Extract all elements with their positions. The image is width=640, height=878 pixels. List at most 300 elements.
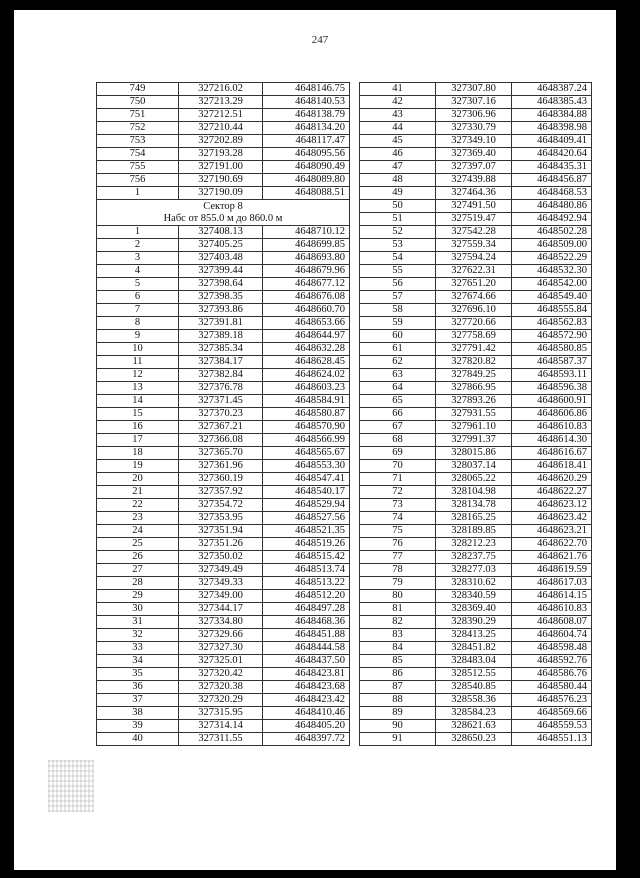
table-row: [360, 564, 592, 577]
y-coordinate-cell: 4648598.48: [512, 642, 592, 655]
y-coordinate-cell: 4648592.76: [512, 655, 592, 668]
table-row: [360, 109, 592, 122]
y-coordinate-cell: 4648521.35: [263, 525, 350, 538]
y-coordinate-cell: 4648423.81: [263, 668, 350, 681]
x-coordinate-cell: 327398.64: [179, 278, 263, 291]
x-coordinate-cell: 328277.03: [436, 564, 512, 577]
table-row: [360, 629, 592, 642]
point-number-cell: 78: [360, 564, 436, 577]
point-number-cell: 29: [97, 590, 179, 603]
y-coordinate-cell: 4648435.31: [512, 161, 592, 174]
table-row: [97, 122, 350, 135]
x-coordinate-cell: 328237.75: [436, 551, 512, 564]
x-coordinate-cell: 327405.25: [179, 239, 263, 252]
x-coordinate-cell: 327213.29: [179, 96, 263, 109]
point-number-cell: 47: [360, 161, 436, 174]
y-coordinate-cell: 4648497.28: [263, 603, 350, 616]
x-coordinate-cell: 327491.50: [436, 200, 512, 213]
table-row: [360, 655, 592, 668]
table-row: [97, 486, 350, 499]
point-number-cell: 24: [97, 525, 179, 538]
x-coordinate-cell: 327820.82: [436, 356, 512, 369]
x-coordinate-cell: 327314.14: [179, 720, 263, 733]
table-row: [360, 577, 592, 590]
x-coordinate-cell: 327376.78: [179, 382, 263, 395]
x-coordinate-cell: 327349.33: [179, 577, 263, 590]
x-coordinate-cell: 327369.40: [436, 148, 512, 161]
y-coordinate-cell: 4648562.83: [512, 317, 592, 330]
table-row: [97, 603, 350, 616]
point-number-cell: 42: [360, 96, 436, 109]
table-row: [360, 174, 592, 187]
table-row: [360, 161, 592, 174]
point-number-cell: 20: [97, 473, 179, 486]
x-coordinate-cell: 328650.23: [436, 733, 512, 746]
table-row: [360, 369, 592, 382]
point-number-cell: 61: [360, 343, 436, 356]
y-coordinate-cell: 4648623.42: [512, 512, 592, 525]
sector-row: [97, 200, 350, 226]
point-number-cell: 27: [97, 564, 179, 577]
x-coordinate-cell: 327202.89: [179, 135, 263, 148]
y-coordinate-cell: 4648580.87: [263, 408, 350, 421]
x-coordinate-cell: 327696.10: [436, 304, 512, 317]
table-row: [360, 421, 592, 434]
x-coordinate-cell: 327622.31: [436, 265, 512, 278]
point-number-cell: 751: [97, 109, 179, 122]
x-coordinate-cell: 328134.78: [436, 499, 512, 512]
y-coordinate-cell: 4648410.46: [263, 707, 350, 720]
y-coordinate-cell: 4648608.07: [512, 616, 592, 629]
table-row: [360, 733, 592, 746]
x-coordinate-cell: 327382.84: [179, 369, 263, 382]
table-row: [97, 369, 350, 382]
table-row: [360, 187, 592, 200]
point-number-cell: 34: [97, 655, 179, 668]
x-coordinate-cell: 327365.70: [179, 447, 263, 460]
point-number-cell: 30: [97, 603, 179, 616]
sector-subtitle: Набс от 855.0 м до 860.0 м: [163, 212, 283, 224]
x-coordinate-cell: 328558.36: [436, 694, 512, 707]
y-coordinate-cell: 4648555.84: [512, 304, 592, 317]
y-coordinate-cell: 4648532.30: [512, 265, 592, 278]
table-row: [97, 252, 350, 265]
y-coordinate-cell: 4648604.74: [512, 629, 592, 642]
y-coordinate-cell: 4648551.13: [512, 733, 592, 746]
table-row: [97, 551, 350, 564]
x-coordinate-cell: 327311.55: [179, 733, 263, 746]
x-coordinate-cell: 327361.96: [179, 460, 263, 473]
x-coordinate-cell: 327315.95: [179, 707, 263, 720]
table-row: [97, 161, 350, 174]
table-row: [360, 707, 592, 720]
table-row: [97, 655, 350, 668]
x-coordinate-cell: 328212.23: [436, 538, 512, 551]
table-row: [97, 616, 350, 629]
table-row: [97, 642, 350, 655]
table-row: [97, 356, 350, 369]
table-row: [360, 96, 592, 109]
point-number-cell: 4: [97, 265, 179, 278]
y-coordinate-cell: 4648699.85: [263, 239, 350, 252]
table-row: [360, 304, 592, 317]
point-number-cell: 38: [97, 707, 179, 720]
point-number-cell: 45: [360, 135, 436, 148]
x-coordinate-cell: 327353.95: [179, 512, 263, 525]
point-number-cell: 7: [97, 304, 179, 317]
point-number-cell: 79: [360, 577, 436, 590]
y-coordinate-cell: 4648549.40: [512, 291, 592, 304]
table-row: [360, 486, 592, 499]
y-coordinate-cell: 4648117.47: [263, 135, 350, 148]
point-number-cell: 12: [97, 369, 179, 382]
point-number-cell: 62: [360, 356, 436, 369]
x-coordinate-cell: 327391.81: [179, 317, 263, 330]
table-row: [97, 291, 350, 304]
point-number-cell: 57: [360, 291, 436, 304]
y-coordinate-cell: 4648621.76: [512, 551, 592, 564]
y-coordinate-cell: 4648423.68: [263, 681, 350, 694]
point-number-cell: 87: [360, 681, 436, 694]
table-row: [97, 447, 350, 460]
x-coordinate-cell: 327398.35: [179, 291, 263, 304]
coordinates-table-left: [96, 82, 350, 746]
y-coordinate-cell: 4648385.43: [512, 96, 592, 109]
x-coordinate-cell: 327389.18: [179, 330, 263, 343]
table-row: [97, 434, 350, 447]
table-row: [360, 447, 592, 460]
point-number-cell: 67: [360, 421, 436, 434]
table-row: [360, 226, 592, 239]
table-row: [97, 538, 350, 551]
y-coordinate-cell: 4648710.12: [263, 226, 350, 239]
y-coordinate-cell: 4648566.99: [263, 434, 350, 447]
point-number-cell: 756: [97, 174, 179, 187]
y-coordinate-cell: 4648513.22: [263, 577, 350, 590]
x-coordinate-cell: 327408.13: [179, 226, 263, 239]
y-coordinate-cell: 4648509.00: [512, 239, 592, 252]
point-number-cell: 16: [97, 421, 179, 434]
table-row: [97, 460, 350, 473]
y-coordinate-cell: 4648134.20: [263, 122, 350, 135]
y-coordinate-cell: 4648451.88: [263, 629, 350, 642]
y-coordinate-cell: 4648547.41: [263, 473, 350, 486]
x-coordinate-cell: 327519.47: [436, 213, 512, 226]
point-number-cell: 753: [97, 135, 179, 148]
y-coordinate-cell: 4648146.75: [263, 83, 350, 96]
point-number-cell: 1: [97, 226, 179, 239]
table-row: [360, 343, 592, 356]
table-row: [97, 382, 350, 395]
y-coordinate-cell: 4648610.83: [512, 603, 592, 616]
table-row: [97, 525, 350, 538]
point-number-cell: 50: [360, 200, 436, 213]
y-coordinate-cell: 4648522.29: [512, 252, 592, 265]
point-number-cell: 82: [360, 616, 436, 629]
point-number-cell: 89: [360, 707, 436, 720]
table-row: [360, 720, 592, 733]
y-coordinate-cell: 4648570.90: [263, 421, 350, 434]
point-number-cell: 83: [360, 629, 436, 642]
y-coordinate-cell: 4648397.72: [263, 733, 350, 746]
point-number-cell: 18: [97, 447, 179, 460]
x-coordinate-cell: 327791.42: [436, 343, 512, 356]
point-number-cell: 73: [360, 499, 436, 512]
y-coordinate-cell: 4648593.11: [512, 369, 592, 382]
sector-header: [97, 200, 350, 226]
y-coordinate-cell: 4648140.53: [263, 96, 350, 109]
table-row: [360, 434, 592, 447]
table-row: [97, 421, 350, 434]
point-number-cell: 59: [360, 317, 436, 330]
point-number-cell: 28: [97, 577, 179, 590]
y-coordinate-cell: 4648693.80: [263, 252, 350, 265]
x-coordinate-cell: 327961.10: [436, 421, 512, 434]
x-coordinate-cell: 327360.19: [179, 473, 263, 486]
y-coordinate-cell: 4648553.30: [263, 460, 350, 473]
x-coordinate-cell: 327334.80: [179, 616, 263, 629]
table-row: [97, 395, 350, 408]
table-row: [360, 148, 592, 161]
table-row: [360, 330, 592, 343]
x-coordinate-cell: 328540.85: [436, 681, 512, 694]
x-coordinate-cell: 328413.25: [436, 629, 512, 642]
y-coordinate-cell: 4648569.66: [512, 707, 592, 720]
y-coordinate-cell: 4648095.56: [263, 148, 350, 161]
point-number-cell: 84: [360, 642, 436, 655]
point-number-cell: 66: [360, 408, 436, 421]
x-coordinate-cell: 328310.62: [436, 577, 512, 590]
x-coordinate-cell: 327330.79: [436, 122, 512, 135]
y-coordinate-cell: 4648623.12: [512, 499, 592, 512]
table-row: [97, 148, 350, 161]
table-row: [97, 174, 350, 187]
x-coordinate-cell: 328165.25: [436, 512, 512, 525]
point-number-cell: 37: [97, 694, 179, 707]
x-coordinate-cell: 327320.38: [179, 681, 263, 694]
point-number-cell: 8: [97, 317, 179, 330]
y-coordinate-cell: 4648580.44: [512, 681, 592, 694]
point-number-cell: 76: [360, 538, 436, 551]
x-coordinate-cell: 327354.72: [179, 499, 263, 512]
table-row: [360, 681, 592, 694]
y-coordinate-cell: 4648513.74: [263, 564, 350, 577]
y-coordinate-cell: 4648456.87: [512, 174, 592, 187]
table-row: [360, 668, 592, 681]
x-coordinate-cell: 327212.51: [179, 109, 263, 122]
x-coordinate-cell: 327351.94: [179, 525, 263, 538]
x-coordinate-cell: 327893.26: [436, 395, 512, 408]
table-row: [360, 382, 592, 395]
left-rows-after-sector: [97, 226, 350, 746]
y-coordinate-cell: 4648387.24: [512, 83, 592, 96]
point-number-cell: 17: [97, 434, 179, 447]
point-number-cell: 81: [360, 603, 436, 616]
y-coordinate-cell: 4648610.83: [512, 421, 592, 434]
table-row: [360, 473, 592, 486]
x-coordinate-cell: 328015.86: [436, 447, 512, 460]
y-coordinate-cell: 4648587.37: [512, 356, 592, 369]
y-coordinate-cell: 4648512.20: [263, 590, 350, 603]
x-coordinate-cell: 327594.24: [436, 252, 512, 265]
point-number-cell: 71: [360, 473, 436, 486]
y-coordinate-cell: 4648565.67: [263, 447, 350, 460]
table-row: [97, 720, 350, 733]
x-coordinate-cell: 327306.96: [436, 109, 512, 122]
x-coordinate-cell: 327674.66: [436, 291, 512, 304]
y-coordinate-cell: 4648480.86: [512, 200, 592, 213]
point-number-cell: 69: [360, 447, 436, 460]
point-number-cell: 58: [360, 304, 436, 317]
point-number-cell: 35: [97, 668, 179, 681]
y-coordinate-cell: 4648089.80: [263, 174, 350, 187]
table-row: [97, 317, 350, 330]
table-row: [97, 473, 350, 486]
table-row: [360, 356, 592, 369]
x-coordinate-cell: 327370.23: [179, 408, 263, 421]
y-coordinate-cell: 4648405.20: [263, 720, 350, 733]
x-coordinate-cell: 327216.02: [179, 83, 263, 96]
point-number-cell: 10: [97, 343, 179, 356]
y-coordinate-cell: 4648584.91: [263, 395, 350, 408]
x-coordinate-cell: 327849.25: [436, 369, 512, 382]
point-number-cell: 752: [97, 122, 179, 135]
point-number-cell: 53: [360, 239, 436, 252]
point-number-cell: 1: [97, 187, 179, 200]
point-number-cell: 77: [360, 551, 436, 564]
point-number-cell: 74: [360, 512, 436, 525]
y-coordinate-cell: 4648614.30: [512, 434, 592, 447]
x-coordinate-cell: 328369.40: [436, 603, 512, 616]
table-row: [97, 278, 350, 291]
x-coordinate-cell: 327758.69: [436, 330, 512, 343]
coordinates-table-right: [359, 82, 592, 746]
y-coordinate-cell: 4648623.21: [512, 525, 592, 538]
point-number-cell: 85: [360, 655, 436, 668]
x-coordinate-cell: 327651.20: [436, 278, 512, 291]
point-number-cell: 5: [97, 278, 179, 291]
y-coordinate-cell: 4648622.70: [512, 538, 592, 551]
point-number-cell: 90: [360, 720, 436, 733]
right-rows: [360, 83, 592, 746]
point-number-cell: 44: [360, 122, 436, 135]
y-coordinate-cell: 4648572.90: [512, 330, 592, 343]
point-number-cell: 14: [97, 395, 179, 408]
x-coordinate-cell: 327210.44: [179, 122, 263, 135]
table-row: [97, 408, 350, 421]
y-coordinate-cell: 4648628.45: [263, 356, 350, 369]
table-row: [97, 629, 350, 642]
x-coordinate-cell: 328390.29: [436, 616, 512, 629]
x-coordinate-cell: 327385.34: [179, 343, 263, 356]
y-coordinate-cell: 4648679.96: [263, 265, 350, 278]
x-coordinate-cell: 327327.30: [179, 642, 263, 655]
x-coordinate-cell: 327349.49: [179, 564, 263, 577]
sector-label: [97, 200, 350, 226]
point-number-cell: 755: [97, 161, 179, 174]
x-coordinate-cell: 328451.82: [436, 642, 512, 655]
point-number-cell: 46: [360, 148, 436, 161]
x-coordinate-cell: 327366.08: [179, 434, 263, 447]
table-row: [360, 460, 592, 473]
page-number: 247: [311, 34, 329, 46]
x-coordinate-cell: 328483.04: [436, 655, 512, 668]
point-number-cell: 64: [360, 382, 436, 395]
y-coordinate-cell: 4648616.67: [512, 447, 592, 460]
x-coordinate-cell: 327384.17: [179, 356, 263, 369]
table-row: [97, 343, 350, 356]
table-row: [97, 304, 350, 317]
point-number-cell: 750: [97, 96, 179, 109]
table-row: [97, 590, 350, 603]
x-coordinate-cell: 328340.59: [436, 590, 512, 603]
table-row: [360, 395, 592, 408]
y-coordinate-cell: 4648088.51: [263, 187, 350, 200]
point-number-cell: 754: [97, 148, 179, 161]
table-row: [360, 265, 592, 278]
x-coordinate-cell: 327439.88: [436, 174, 512, 187]
y-coordinate-cell: 4648492.94: [512, 213, 592, 226]
table-row: [360, 83, 592, 96]
table-row: [97, 668, 350, 681]
x-coordinate-cell: 328621.63: [436, 720, 512, 733]
x-coordinate-cell: 327329.66: [179, 629, 263, 642]
y-coordinate-cell: 4648644.97: [263, 330, 350, 343]
y-coordinate-cell: 4648618.41: [512, 460, 592, 473]
x-coordinate-cell: 328104.98: [436, 486, 512, 499]
x-coordinate-cell: 327399.44: [179, 265, 263, 278]
point-number-cell: 88: [360, 694, 436, 707]
table-row: [360, 252, 592, 265]
x-coordinate-cell: 328189.85: [436, 525, 512, 538]
y-coordinate-cell: 4648519.26: [263, 538, 350, 551]
x-coordinate-cell: 328584.23: [436, 707, 512, 720]
table-row: [360, 616, 592, 629]
y-coordinate-cell: 4648423.42: [263, 694, 350, 707]
y-coordinate-cell: 4648090.49: [263, 161, 350, 174]
point-number-cell: 75: [360, 525, 436, 538]
point-number-cell: 36: [97, 681, 179, 694]
y-coordinate-cell: 4648620.29: [512, 473, 592, 486]
table-row: [360, 291, 592, 304]
table-row: [97, 265, 350, 278]
y-coordinate-cell: 4648614.15: [512, 590, 592, 603]
x-coordinate-cell: 327866.95: [436, 382, 512, 395]
point-number-cell: 54: [360, 252, 436, 265]
table-row: [97, 564, 350, 577]
y-coordinate-cell: 4648677.12: [263, 278, 350, 291]
x-coordinate-cell: 327357.92: [179, 486, 263, 499]
point-number-cell: 19: [97, 460, 179, 473]
point-number-cell: 48: [360, 174, 436, 187]
y-coordinate-cell: 4648542.00: [512, 278, 592, 291]
point-number-cell: 70: [360, 460, 436, 473]
point-number-cell: 39: [97, 720, 179, 733]
x-coordinate-cell: 327931.55: [436, 408, 512, 421]
point-number-cell: 32: [97, 629, 179, 642]
x-coordinate-cell: 327393.86: [179, 304, 263, 317]
x-coordinate-cell: 327307.16: [436, 96, 512, 109]
x-coordinate-cell: 327307.80: [436, 83, 512, 96]
table-row: [360, 408, 592, 421]
y-coordinate-cell: 4648624.02: [263, 369, 350, 382]
y-coordinate-cell: 4648660.70: [263, 304, 350, 317]
y-coordinate-cell: 4648468.53: [512, 187, 592, 200]
y-coordinate-cell: 4648529.94: [263, 499, 350, 512]
table-row: [97, 135, 350, 148]
table-row: [97, 694, 350, 707]
table-row: [360, 590, 592, 603]
